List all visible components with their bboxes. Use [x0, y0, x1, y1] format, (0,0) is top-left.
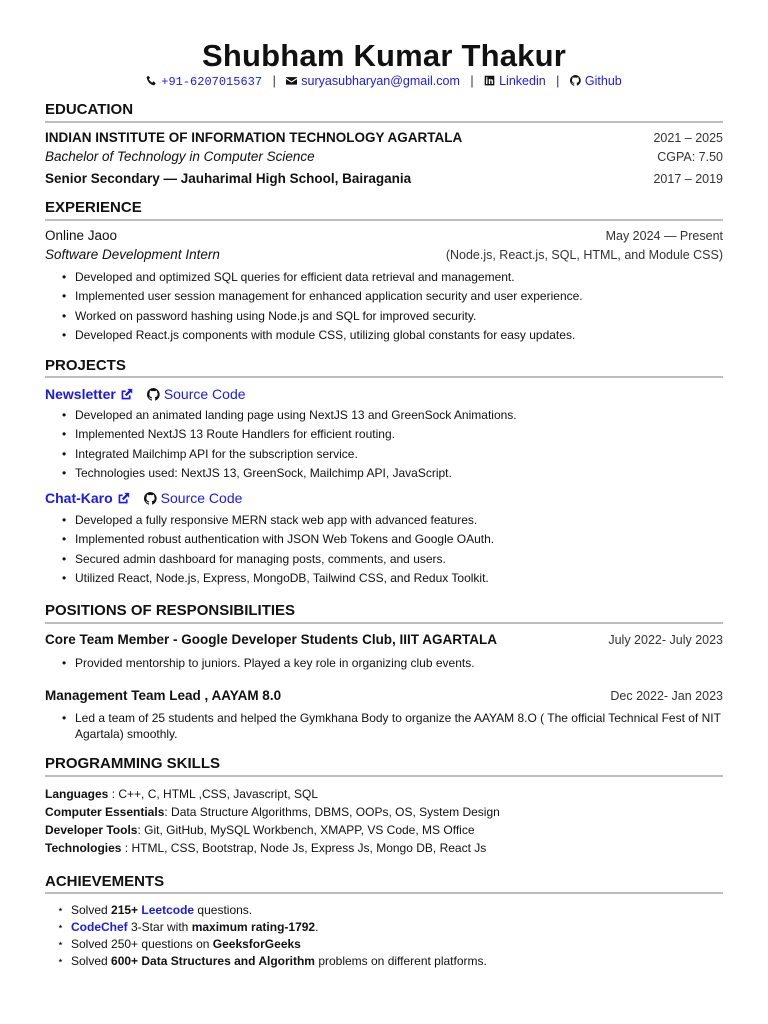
skills-row-languages — [45, 785, 723, 803]
contact-bar — [0, 74, 768, 89]
skills-list — [45, 785, 723, 857]
institution-name: INDIAN INSTITUTE OF INFORMATION TECHNOLOGY AGARTALA — [45, 130, 463, 145]
linkedin-link[interactable] — [484, 74, 546, 88]
school-dates: 2017 – 2019 — [653, 172, 723, 186]
experience-dates: May 2024 — Present — [605, 229, 723, 243]
project-title-newsletter — [45, 386, 246, 402]
list-item: • Developed and optimized SQL queries for efficient data retrieval and management. — [75, 268, 723, 287]
section-divider — [45, 219, 723, 221]
source-code-link-chat-karo[interactable]: Source Code — [160, 490, 243, 506]
position-dates: July 2022- July 2023 — [608, 633, 723, 647]
degree-name: Bachelor of Technology in Computer Science — [45, 149, 315, 164]
section-divider — [45, 121, 723, 123]
separator: | — [272, 74, 276, 88]
skill-sep: : — [108, 787, 119, 801]
project-link-newsletter[interactable]: Newsletter — [45, 386, 116, 402]
education-degree-row — [45, 149, 723, 164]
skill-sep: : — [137, 823, 145, 837]
list-item: • Led a team of 25 students and helped the Gymkhana Body to organize the AAYAM 8.O ( The official Technical Fest of NIT Agartala) smoothly. — [75, 710, 723, 742]
education-entry-college — [45, 130, 723, 145]
phone-number: +91-6207015637 — [161, 75, 263, 89]
projects-heading: PROJECTS — [45, 357, 126, 374]
envelope-icon — [286, 75, 297, 86]
tech-stack: (Node.js, React.js, SQL, HTML, and Module CSS) — [445, 248, 723, 262]
linkedin-icon — [484, 75, 495, 86]
phone-link[interactable] — [146, 74, 262, 88]
project-link-chat-karo[interactable]: Chat-Karo — [45, 490, 113, 506]
github-icon — [144, 492, 157, 505]
skill-value: HTML, CSS, Bootstrap, Node Js, Express Js, Mongo DB, React Js — [131, 841, 487, 855]
separator: | — [556, 74, 560, 88]
position-row-gdsc — [45, 632, 723, 647]
skills-heading: PROGRAMMING SKILLS — [45, 755, 220, 772]
list-item: • Provided mentorship to juniors. Played a key role in organizing club events. — [75, 654, 723, 673]
experience-heading: EXPERIENCE — [45, 199, 142, 216]
experience-bullets — [45, 268, 723, 345]
source-code-link-newsletter[interactable]: Source Code — [163, 386, 246, 402]
section-divider — [45, 376, 723, 378]
linkedin-label: Linkedin — [499, 74, 546, 88]
list-item: ⋆ Solved 600+ Data Structures and Algorithm problems on different platforms. — [71, 953, 723, 970]
external-link-icon — [117, 492, 130, 505]
skill-label: Languages — [45, 787, 109, 801]
skill-value: C++, C, HTML ,CSS, Javascript, SQL — [118, 787, 318, 801]
chat-karo-bullets — [45, 511, 723, 588]
experience-role-row — [45, 247, 723, 262]
list-item: • Developed React.js components with module CSS, utilizing global constants for easy updates. — [75, 326, 723, 345]
project-title-chat-karo — [45, 490, 242, 506]
list-item: • Worked on password hashing using Node.js and SQL for improved security. — [75, 307, 723, 326]
list-item: ⋆ Solved 215+ Leetcode questions. — [71, 902, 723, 919]
position-dates: Dec 2022- Jan 2023 — [610, 689, 723, 703]
list-item: ⋆ Solved 250+ questions on GeeksforGeeks — [71, 936, 723, 953]
leetcode-link[interactable]: Leetcode — [141, 903, 195, 917]
education-heading: EDUCATION — [45, 101, 134, 118]
list-item: • Implemented user session management for enhanced application security and user experience. — [75, 287, 723, 306]
list-item: • Implemented robust authentication with JSON Web Tokens and Google OAuth. — [75, 530, 723, 549]
candidate-name: Shubham Kumar Thakur — [202, 38, 566, 73]
skill-sep: : — [121, 841, 132, 855]
position-bullets-gdsc — [45, 654, 723, 673]
separator: | — [470, 74, 474, 88]
codechef-link[interactable]: CodeChef — [71, 920, 128, 934]
list-item: ⋆ CodeChef 3-Star with maximum rating-1792. — [71, 919, 723, 936]
github-link[interactable] — [570, 74, 622, 88]
education-dates: 2021 – 2025 — [653, 131, 723, 145]
skill-label: Developer Tools — [45, 823, 138, 837]
skills-row-tools — [45, 821, 723, 839]
skill-label: Computer Essentials — [45, 805, 165, 819]
email-link[interactable] — [286, 74, 460, 88]
list-item: • Utilized React, Node.js, Express, MongoDB, Tailwind CSS, and Redux Toolkit. — [75, 569, 723, 588]
github-label: Github — [584, 74, 622, 88]
job-role: Software Development Intern — [45, 247, 220, 262]
skills-row-essentials — [45, 803, 723, 821]
external-link-icon — [120, 388, 133, 401]
list-item: • Technologies used: NextJS 13, GreenSock, Mailchimp API, JavaScript. — [75, 464, 723, 483]
company-name: Online Jaoo — [45, 228, 118, 243]
list-item: • Secured admin dashboard for managing posts, comments, and users. — [75, 550, 723, 569]
phone-icon — [146, 75, 157, 86]
position-bullets-aayam — [45, 710, 723, 742]
skill-value: Git, GitHub, MySQL Workbench, XMAPP, VS Code, MS Office — [144, 823, 475, 837]
skill-label: Technologies — [45, 841, 122, 855]
position-row-aayam — [45, 688, 723, 703]
position-title: Core Team Member - Google Developer Students Club, IIIT AGARTALA — [45, 632, 498, 647]
section-divider — [45, 775, 723, 777]
skills-row-technologies — [45, 839, 723, 857]
github-icon — [570, 75, 581, 86]
skill-sep: : — [164, 805, 172, 819]
newsletter-bullets — [45, 406, 723, 483]
email-address: suryasubharyan@gmail.com — [301, 74, 460, 88]
list-item: • Developed an animated landing page using NextJS 13 and GreenSock Animations. — [75, 406, 723, 425]
achievements-heading: ACHIEVEMENTS — [45, 873, 165, 890]
experience-company-row — [45, 228, 723, 243]
position-title: Management Team Lead , AAYAM 8.0 — [45, 688, 282, 703]
cgpa: CGPA: 7.50 — [657, 150, 723, 164]
github-icon — [147, 388, 160, 401]
list-item: • Developed a fully responsive MERN stack web app with advanced features. — [75, 511, 723, 530]
list-item: • Implemented NextJS 13 Route Handlers for efficient routing. — [75, 425, 723, 444]
achievements-list — [45, 902, 723, 970]
education-entry-school — [45, 171, 723, 186]
positions-heading: POSITIONS OF RESPONSIBILITIES — [45, 602, 296, 619]
school-name: Senior Secondary — Jauharimal High School, Bairagania — [45, 171, 412, 186]
section-divider — [45, 622, 723, 624]
list-item: • Integrated Mailchimp API for the subscription service. — [75, 445, 723, 464]
skill-value: Data Structure Algorithms, DBMS, OOPs, OS, System Design — [171, 805, 500, 819]
section-divider — [45, 892, 723, 894]
